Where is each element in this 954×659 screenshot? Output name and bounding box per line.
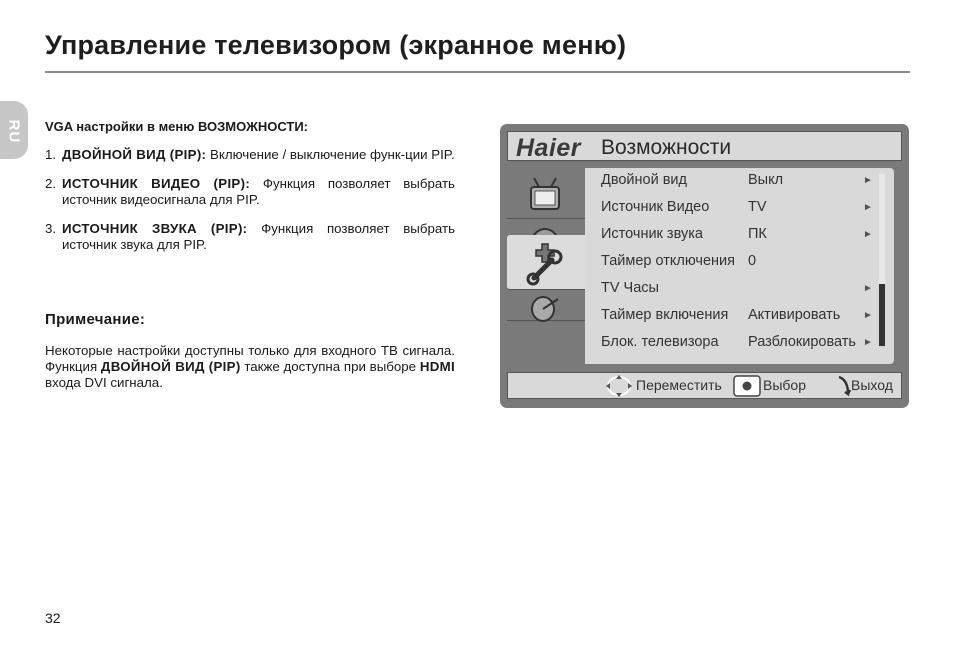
note-part2: также доступна при выборе <box>244 359 417 374</box>
satellite-icon <box>522 295 568 323</box>
osd-row-value: Активировать <box>748 307 841 323</box>
item-term: ДВОЙНОЙ ВИД (PIP): <box>62 147 207 162</box>
osd-row-value: TV <box>748 199 767 215</box>
page-title: Управление телевизором (экранное меню) <box>45 30 627 60</box>
arrow-right-icon: ► <box>863 310 873 321</box>
osd-row-on-timer[interactable] <box>585 303 880 330</box>
osd-row-sleep-timer[interactable] <box>585 249 880 276</box>
note-part1: Некоторые настройки доступны только для входного ТВ сигнала. Функция <box>45 343 455 374</box>
list-item <box>45 221 455 253</box>
osd-row-label: Двойной вид <box>601 172 687 188</box>
osd-row-value: 0 <box>748 253 757 269</box>
note-text <box>45 343 455 391</box>
osd-row-label: Источник Видео <box>601 199 710 215</box>
osd-scrollbar[interactable] <box>879 174 885 346</box>
osd-row-value: Разблокировать <box>748 334 856 350</box>
arrow-right-icon: ► <box>863 229 873 240</box>
item-text: Функция позволяет выбрать источник звука для PIP. <box>62 221 455 252</box>
language-label: RU <box>5 119 23 144</box>
footer-select-label: Выбор <box>763 377 806 393</box>
osd-tab-setup[interactable] <box>507 292 585 321</box>
osd-menu-title: Возможности <box>601 136 732 159</box>
arrow-right-icon: ► <box>863 175 873 186</box>
tv-icon <box>522 171 568 217</box>
osd-tab-picture[interactable] <box>507 168 585 219</box>
note-part3: входа DVI сигнала. <box>45 375 163 390</box>
note-bold2: HDMI <box>419 359 456 374</box>
osd-options-panel <box>585 168 894 364</box>
item-text: Функция позволяет выбрать источник видеосигнала для PIP. <box>62 176 455 207</box>
osd-row-label: TV Часы <box>601 280 659 296</box>
osd-scroll-thumb[interactable] <box>879 284 885 346</box>
osd-row-value: Выкл <box>748 172 784 188</box>
language-tab <box>0 101 28 159</box>
osd-row-value: ПК <box>748 226 767 242</box>
note-heading: Примечание: <box>45 311 146 328</box>
feature-list <box>45 147 455 266</box>
osd-header <box>507 131 902 161</box>
dpad-move-icon <box>603 374 635 398</box>
osd-row-dual-view[interactable] <box>585 168 880 195</box>
footer-move-label: Переместить <box>636 377 722 393</box>
arrow-right-icon: ► <box>863 283 873 294</box>
arrow-right-icon: ► <box>863 337 873 348</box>
osd-footer <box>507 372 902 399</box>
page-number: 32 <box>45 610 61 626</box>
osd-row-label: Таймер отключения <box>601 253 735 269</box>
osd-row-tv-clock[interactable] <box>585 276 880 303</box>
ok-button-icon <box>733 375 761 397</box>
haier-logo: Haier <box>516 134 582 162</box>
osd-row-label: Источник звука <box>601 226 703 242</box>
osd-row-label: Блок. телевизора <box>601 334 719 350</box>
note-bold1: ДВОЙНОЙ ВИД (PIP) <box>100 359 241 374</box>
list-item <box>45 147 455 163</box>
osd-tab-features[interactable] <box>507 235 585 290</box>
item-number: 1. <box>45 147 57 162</box>
tv-osd-screenshot <box>500 124 909 408</box>
title-divider <box>45 71 910 73</box>
section-heading: VGA настройки в меню ВОЗМОЖНОСТИ: <box>45 119 308 134</box>
tools-icon <box>522 238 568 288</box>
item-term: ИСТОЧНИК ЗВУКА (PIP): <box>62 221 248 236</box>
osd-row-sound-source[interactable] <box>585 222 880 249</box>
item-number: 2. <box>45 176 57 191</box>
footer-exit-label: Выход <box>851 377 893 393</box>
item-term: ИСТОЧНИК ВИДЕО (PIP): <box>62 176 251 191</box>
arrow-right-icon: ► <box>863 202 873 213</box>
item-text: Включение / выключение функ-ции PIP. <box>210 147 455 162</box>
list-item <box>45 176 455 208</box>
osd-row-label: Таймер включения <box>601 307 729 323</box>
osd-row-video-source[interactable] <box>585 195 880 222</box>
item-number: 3. <box>45 221 57 236</box>
osd-sidebar <box>507 168 585 364</box>
exit-arrow-icon <box>836 374 852 398</box>
osd-row-tv-lock[interactable] <box>585 330 880 357</box>
